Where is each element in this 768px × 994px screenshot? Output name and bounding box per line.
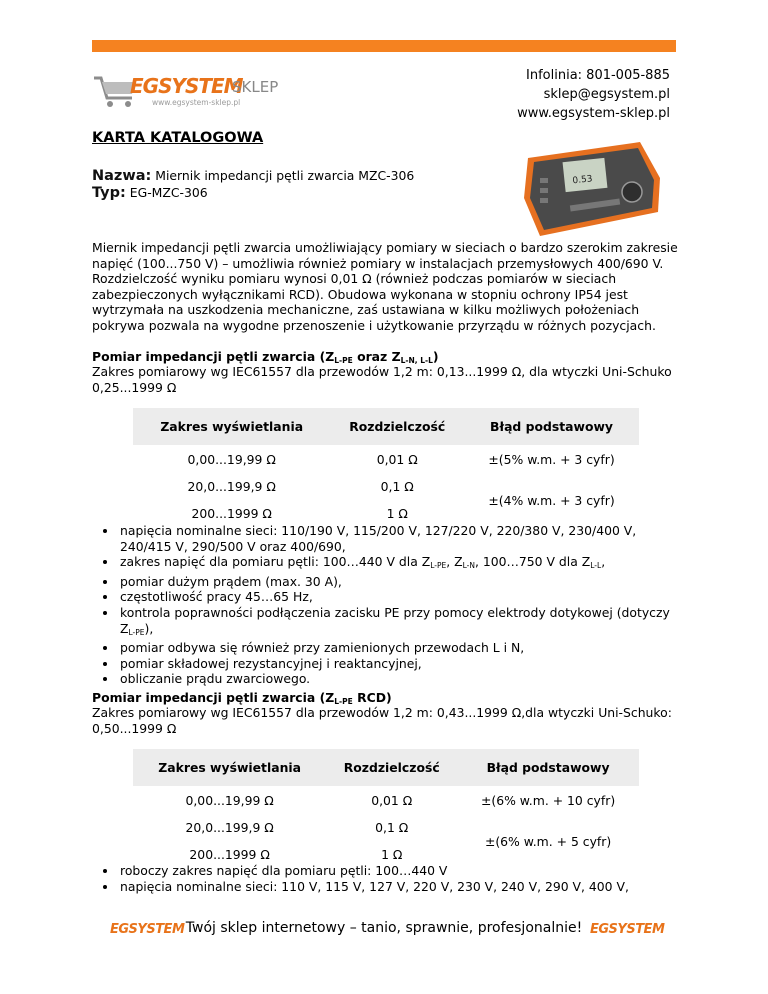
table-row: 20,0...199,9 Ω 0,1 Ω ±(6% w.m. + 5 cyfr)	[133, 814, 639, 841]
contact-website[interactable]: www.egsystem-sklep.pl	[517, 106, 670, 121]
footer-logo-left: EGSYSTEM	[110, 922, 185, 937]
page-title: KARTA KATALOGOWA	[92, 130, 264, 146]
contact-phone: Infolinia: 801-005-885	[526, 68, 670, 83]
logo-url: www.egsystem-sklep.pl	[152, 98, 241, 107]
table-row: 200...1999 Ω 1 Ω	[133, 841, 639, 868]
section1-title: Pomiar impedancji pętli zwarcia ($Z_{L-PE}$ oraz $Z_{L-N, L-L}$)	[92, 349, 439, 365]
table-header: Rozdzielczość	[326, 749, 457, 787]
table-header: Rozdzielczość	[330, 408, 464, 446]
name-label: Nazwa:	[92, 168, 152, 184]
section1-range: Zakres pomiarowy wg IEC61557 dla przewodów 1,2 m: 0,13...1999 Ω, dla wtyczki Uni-Schuko 0,25...1999 Ω	[92, 364, 672, 395]
contact-email[interactable]: sklep@egsystem.pl	[543, 87, 670, 102]
list-item: • obliczanie prądu zwarciowego.	[118, 671, 678, 687]
product-description: Miernik impedancji pętli zwarcia umożliwiający pomiary w sieciach o bardzo szerokim zakresie napięć (100...750 V) – umożliwia również pomiary w instalacjach przemysłowych 400/690 V. Rozdzielczość wyniku pomiaru wynosi 0,01 Ω (również podczas pomiarów w sieciach zabezpieczonych wyłącznikami RCD). Obudowa wykonana w stopniu ochrony IP54 jest wytrzymała na uszkodzenia mechaniczne, zaś ustawiana w kilku możliwych położeniach pokrywa pozwala na wygodne przenoszenie i użytkowanie przyrządu w różnych pozycjach.	[92, 240, 678, 333]
table-row: 0,00...19,99 Ω 0,01 Ω ±(6% w.m. + 10 cyfr)	[133, 787, 639, 815]
list-item: • zakres napięć dla pomiaru pętli: 100…440 V dla $Z_{L-PE}$, $Z_{L-N}$, 100…750 V dla $Z_{L-L}$,	[118, 554, 678, 574]
table-header: Błąd podstawowy	[464, 408, 639, 446]
table-header: Błąd podstawowy	[457, 749, 639, 787]
contact-block	[517, 66, 670, 123]
table-header-row	[133, 408, 639, 446]
meter-device-image	[520, 138, 665, 238]
list-item: • pomiar składowej rezystancyjnej i reaktancyjnej,	[118, 656, 678, 672]
type-label: Typ:	[92, 185, 126, 201]
product-type-line	[92, 185, 208, 201]
footer-slogan: Twój sklep internetowy – tanio, sprawnie, profesjonalnie!	[185, 920, 583, 936]
table-header: Zakres wyświetlania	[133, 749, 326, 787]
section2-range: Zakres pomiarowy wg IEC61557 dla przewodów 1,2 m: 0,43...1999 Ω,dla wtyczki Uni-Schuko: 0,50...1999 Ω	[92, 705, 672, 736]
section1-bullets	[92, 523, 678, 687]
list-item: • pomiar dużym prądem (max. 30 A),	[118, 574, 678, 590]
table-row: 20,0...199,9 Ω 0,1 Ω ±(4% w.m. + 3 cyfr)	[133, 473, 639, 500]
table-header: Zakres wyświetlania	[133, 408, 330, 446]
list-item: • napięcia nominalne sieci: 110/190 V, 115/200 V, 127/220 V, 220/380 V, 230/400 V, 240/415 V, 290/500 V oraz 400/690,	[118, 523, 678, 554]
product-name-line	[92, 168, 414, 184]
table-header-row	[133, 749, 639, 787]
footer-logo-right: EGSYSTEM	[590, 922, 665, 937]
table-row: 0,00...19,99 Ω 0,01 Ω ±(5% w.m. + 3 cyfr)	[133, 446, 639, 474]
section2-bullets	[92, 863, 678, 894]
list-item: • kontrola poprawności podłączenia zacisku PE przy pomocy elektrody dotykowej (dotyczy $Z_{L-PE}$),	[118, 605, 678, 640]
type-value: EG-MZC-306	[129, 185, 208, 200]
list-item: • napięcia nominalne sieci: 110 V, 115 V, 127 V, 220 V, 230 V, 240 V, 290 V, 400 V,	[118, 879, 678, 895]
top-accent-bar	[92, 40, 676, 52]
egsystem-logo[interactable]	[92, 68, 282, 112]
logo-brand-text: EGSYSTEM	[130, 74, 243, 98]
list-item: • roboczy zakres napięć dla pomiaru pętli: 100…440 V	[118, 863, 678, 879]
table-row: 200...1999 Ω 1 Ω	[133, 500, 639, 527]
logo-sklep-text: SKLEP	[232, 78, 279, 96]
section1-table	[133, 408, 639, 527]
list-item: • pomiar odbywa się również przy zamienionych przewodach L i N,	[118, 640, 678, 656]
section2-table	[133, 749, 639, 868]
device-display-reading: 0.53	[572, 174, 594, 187]
list-item: • częstotliwość pracy 45…65 Hz,	[118, 589, 678, 605]
section2-title: Pomiar impedancji pętli zwarcia ($Z_{L-PE}$ RCD)	[92, 690, 392, 706]
name-value: Miernik impedancji pętli zwarcia MZC-306	[155, 168, 415, 183]
